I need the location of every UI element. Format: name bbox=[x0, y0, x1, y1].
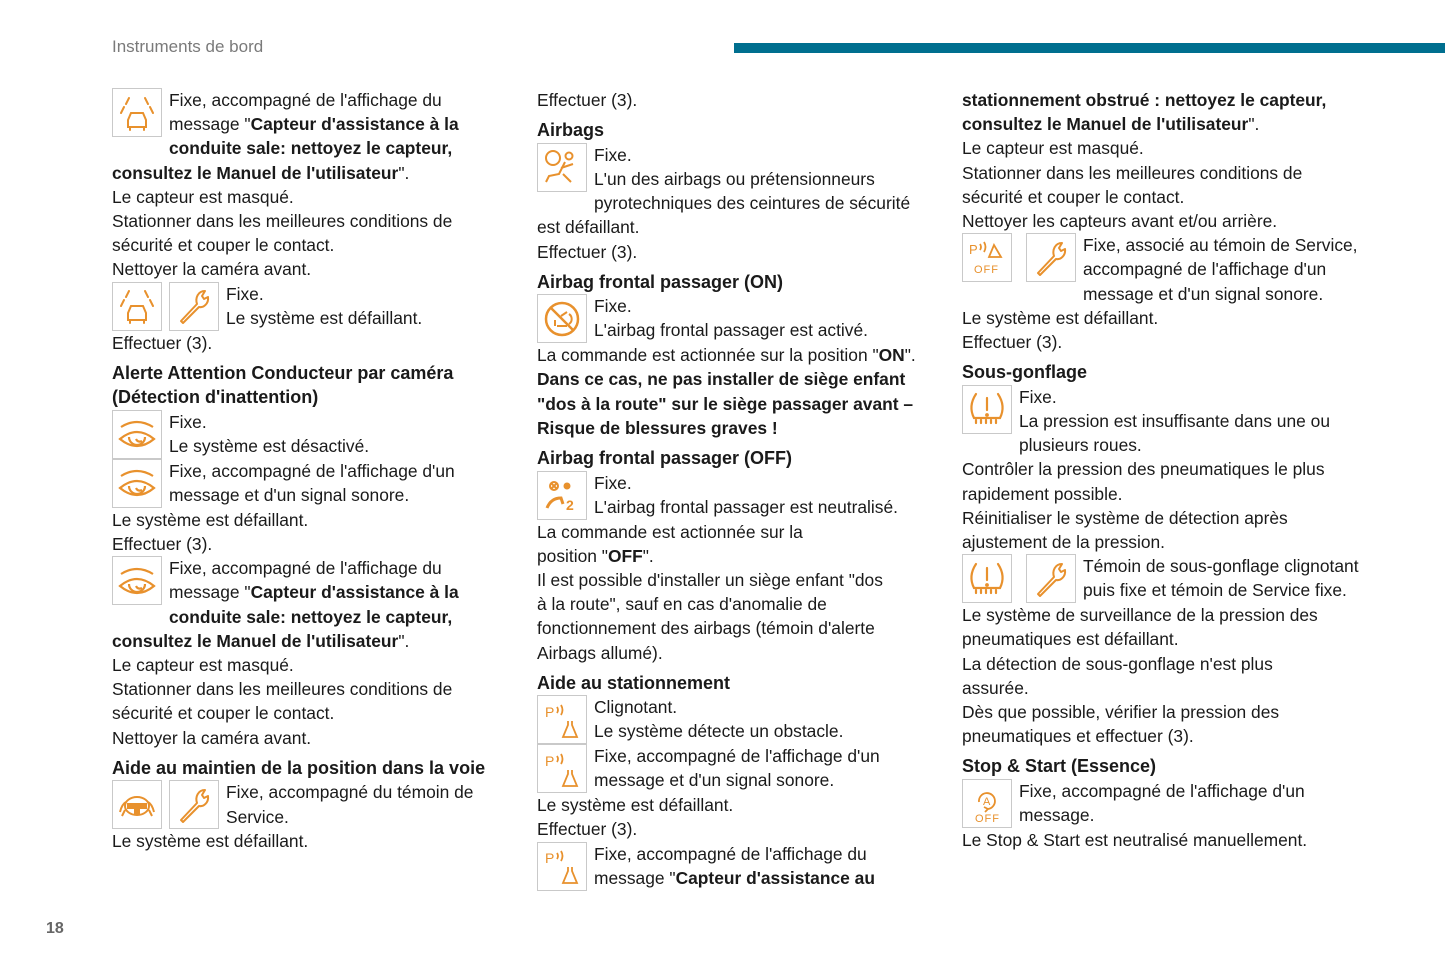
tyre-pressure-icon bbox=[962, 385, 1012, 434]
text-line: Il est possible d'installer un siège enfant "dos à la route", sauf en cas d'anomalie de fonctionnement des airbags (témoin d'alerte Airbags allumé). bbox=[537, 569, 883, 663]
entry-camera-fault: Fixe. Le système est défaillant. bbox=[112, 282, 512, 331]
wrench-icon bbox=[1026, 233, 1076, 282]
column-2 bbox=[537, 88, 937, 891]
text-line: Le système est défaillant. bbox=[537, 795, 734, 816]
text-line: Le capteur est masqué. bbox=[112, 186, 294, 207]
section-heading: Airbags bbox=[537, 120, 605, 141]
text-line: Le capteur est masqué. bbox=[112, 655, 294, 676]
column-3 bbox=[962, 88, 1362, 852]
text-line: Nettoyer la caméra avant. bbox=[112, 727, 312, 748]
entry-attention-off: Fixe. Le système est désactivé. bbox=[112, 410, 512, 459]
text-line: Le système est défaillant. bbox=[962, 307, 1159, 328]
drowsy-eye-icon bbox=[112, 459, 162, 508]
parking-sensor-icon bbox=[537, 695, 587, 744]
text-line: stationnement obstrué : nettoyez le capteur, consultez le Manuel de l'utilisateur". bbox=[962, 90, 1327, 135]
stop-start-off-icon bbox=[962, 779, 1012, 828]
text-line: Effectuer (3). bbox=[537, 241, 638, 262]
text-line: La commande est actionnée sur la position "OFF". bbox=[537, 521, 803, 566]
parking-sensor-icon bbox=[537, 744, 587, 793]
text-line: Effectuer (3). bbox=[537, 90, 638, 110]
entry-tyre-low: Fixe. La pression est insuffisante dans une ou plusieurs roues. bbox=[962, 385, 1362, 458]
wrench-icon bbox=[169, 282, 219, 331]
text-line: Le système de surveillance de la pression des pneumatiques est défaillant. bbox=[962, 605, 1318, 650]
entry-airbag-off: Fixe. L'airbag frontal passager est neutralisé. bbox=[537, 471, 937, 520]
text-line: Nettoyer la caméra avant. bbox=[112, 259, 312, 280]
entry-stop-start: Fixe, accompagné de l'affichage d'un message. bbox=[962, 779, 1362, 828]
text-line: Le capteur est masqué. bbox=[962, 138, 1144, 159]
tyre-pressure-icon bbox=[962, 554, 1012, 603]
text-line: La commande est actionnée sur la position "ON". bbox=[537, 345, 916, 366]
text-line: Stationner dans les meilleures conditions de sécurité et couper le contact. bbox=[112, 679, 453, 724]
entry-park-blink: Clignotant. Le système détecte un obstacle. bbox=[537, 695, 937, 744]
section-heading: Alerte Attention Conducteur par caméra (Détection d'inattention) bbox=[112, 362, 454, 408]
entry-tyre-fault: Témoin de sous-gonflage clignotant puis fixe et témoin de Service fixe. bbox=[962, 554, 1362, 603]
wrench-icon bbox=[1026, 554, 1076, 603]
entry-airbags: Fixe. L'un des airbags ou prétensionneurs pyrotechniques des ceintures de sécurité est défaillant. bbox=[537, 144, 911, 238]
text-line: Effectuer (3). bbox=[537, 819, 638, 840]
parking-sensor-off-icon bbox=[962, 233, 1012, 282]
entry-park-off: Fixe, associé au témoin de Service, accompagné de l'affichage d'un message et d'un signal sonore. bbox=[962, 233, 1362, 306]
entry-attention-dirty: Fixe, accompagné de l'affichage du message "Capteur d'assistance à la conduite sale: nettoyez le capteur, consultez le Manuel de l'utilisateur". bbox=[112, 558, 459, 651]
entry-park-dirty: Fixe, accompagné de l'affichage du message "Capteur d'assistance au bbox=[537, 842, 937, 891]
section-heading: Sous-gonflage bbox=[962, 362, 1087, 383]
text-line: Effectuer (3). bbox=[962, 332, 1063, 353]
steering-hands-icon bbox=[112, 780, 162, 829]
camera-lane-icon bbox=[112, 282, 162, 331]
text-line: La détection de sous-gonflage n'est plus assurée. bbox=[962, 653, 1273, 698]
drowsy-eye-icon bbox=[112, 556, 162, 605]
section-heading: Aide au stationnement bbox=[537, 672, 731, 693]
column-1 bbox=[112, 88, 512, 854]
camera-lane-icon bbox=[112, 88, 162, 137]
text-line: Le système est défaillant. bbox=[112, 509, 309, 530]
section-heading: Aide au maintien de la position dans la voie bbox=[112, 757, 486, 778]
airbag-icon bbox=[537, 143, 587, 192]
wrench-icon bbox=[169, 780, 219, 829]
text-line: Contrôler la pression des pneumatiques le plus rapidement possible. bbox=[962, 459, 1325, 504]
entry-park-fault: Fixe, accompagné de l'affichage d'un message et d'un signal sonore. bbox=[537, 744, 937, 793]
warning-text: Dans ce cas, ne pas installer de siège enfant "dos à la route" sur le siège passager avant – Risque de blessures graves ! bbox=[537, 369, 914, 438]
text-line: Effectuer (3). bbox=[112, 534, 213, 555]
entry-lane-keep: Fixe, accompagné du témoin de Service. bbox=[112, 780, 512, 829]
text-line: Le Stop & Start est neutralisé manuellement. bbox=[962, 829, 1308, 850]
text-line: Nettoyer les capteurs avant et/ou arrière. bbox=[962, 211, 1278, 232]
header-accent-bar bbox=[734, 43, 1445, 53]
page-header-title: Instruments de bord bbox=[112, 37, 264, 56]
section-heading: Stop & Start (Essence) bbox=[962, 756, 1157, 777]
text-line: Effectuer (3). bbox=[112, 332, 213, 353]
drowsy-eye-icon bbox=[112, 410, 162, 459]
page-number: 18 bbox=[46, 920, 64, 937]
section-heading: Airbag frontal passager (ON) bbox=[537, 271, 784, 292]
entry-camera-dirty: Fixe, accompagné de l'affichage du message "Capteur d'assistance à la conduite sale: nettoyez le capteur, consultez le Manuel de l'utilisateur". bbox=[112, 90, 459, 183]
text-line: Réinitialiser le système de détection après ajustement de la pression. bbox=[962, 507, 1288, 552]
entry-attention-fault: Fixe, accompagné de l'affichage d'un message et d'un signal sonore. bbox=[112, 459, 512, 508]
parking-sensor-icon bbox=[537, 842, 587, 891]
airbag-off-icon bbox=[537, 471, 587, 520]
text-line: Stationner dans les meilleures conditions de sécurité et couper le contact. bbox=[112, 211, 453, 256]
airbag-on-icon bbox=[537, 294, 587, 343]
section-heading: Airbag frontal passager (OFF) bbox=[537, 448, 793, 469]
text-line: Le système est défaillant. bbox=[112, 831, 309, 852]
entry-airbag-on: Fixe. L'airbag frontal passager est activé. bbox=[537, 294, 937, 343]
text-line: Dès que possible, vérifier la pression des pneumatiques et effectuer (3). bbox=[962, 701, 1280, 747]
text-line: Stationner dans les meilleures conditions de sécurité et couper le contact. bbox=[962, 162, 1303, 207]
